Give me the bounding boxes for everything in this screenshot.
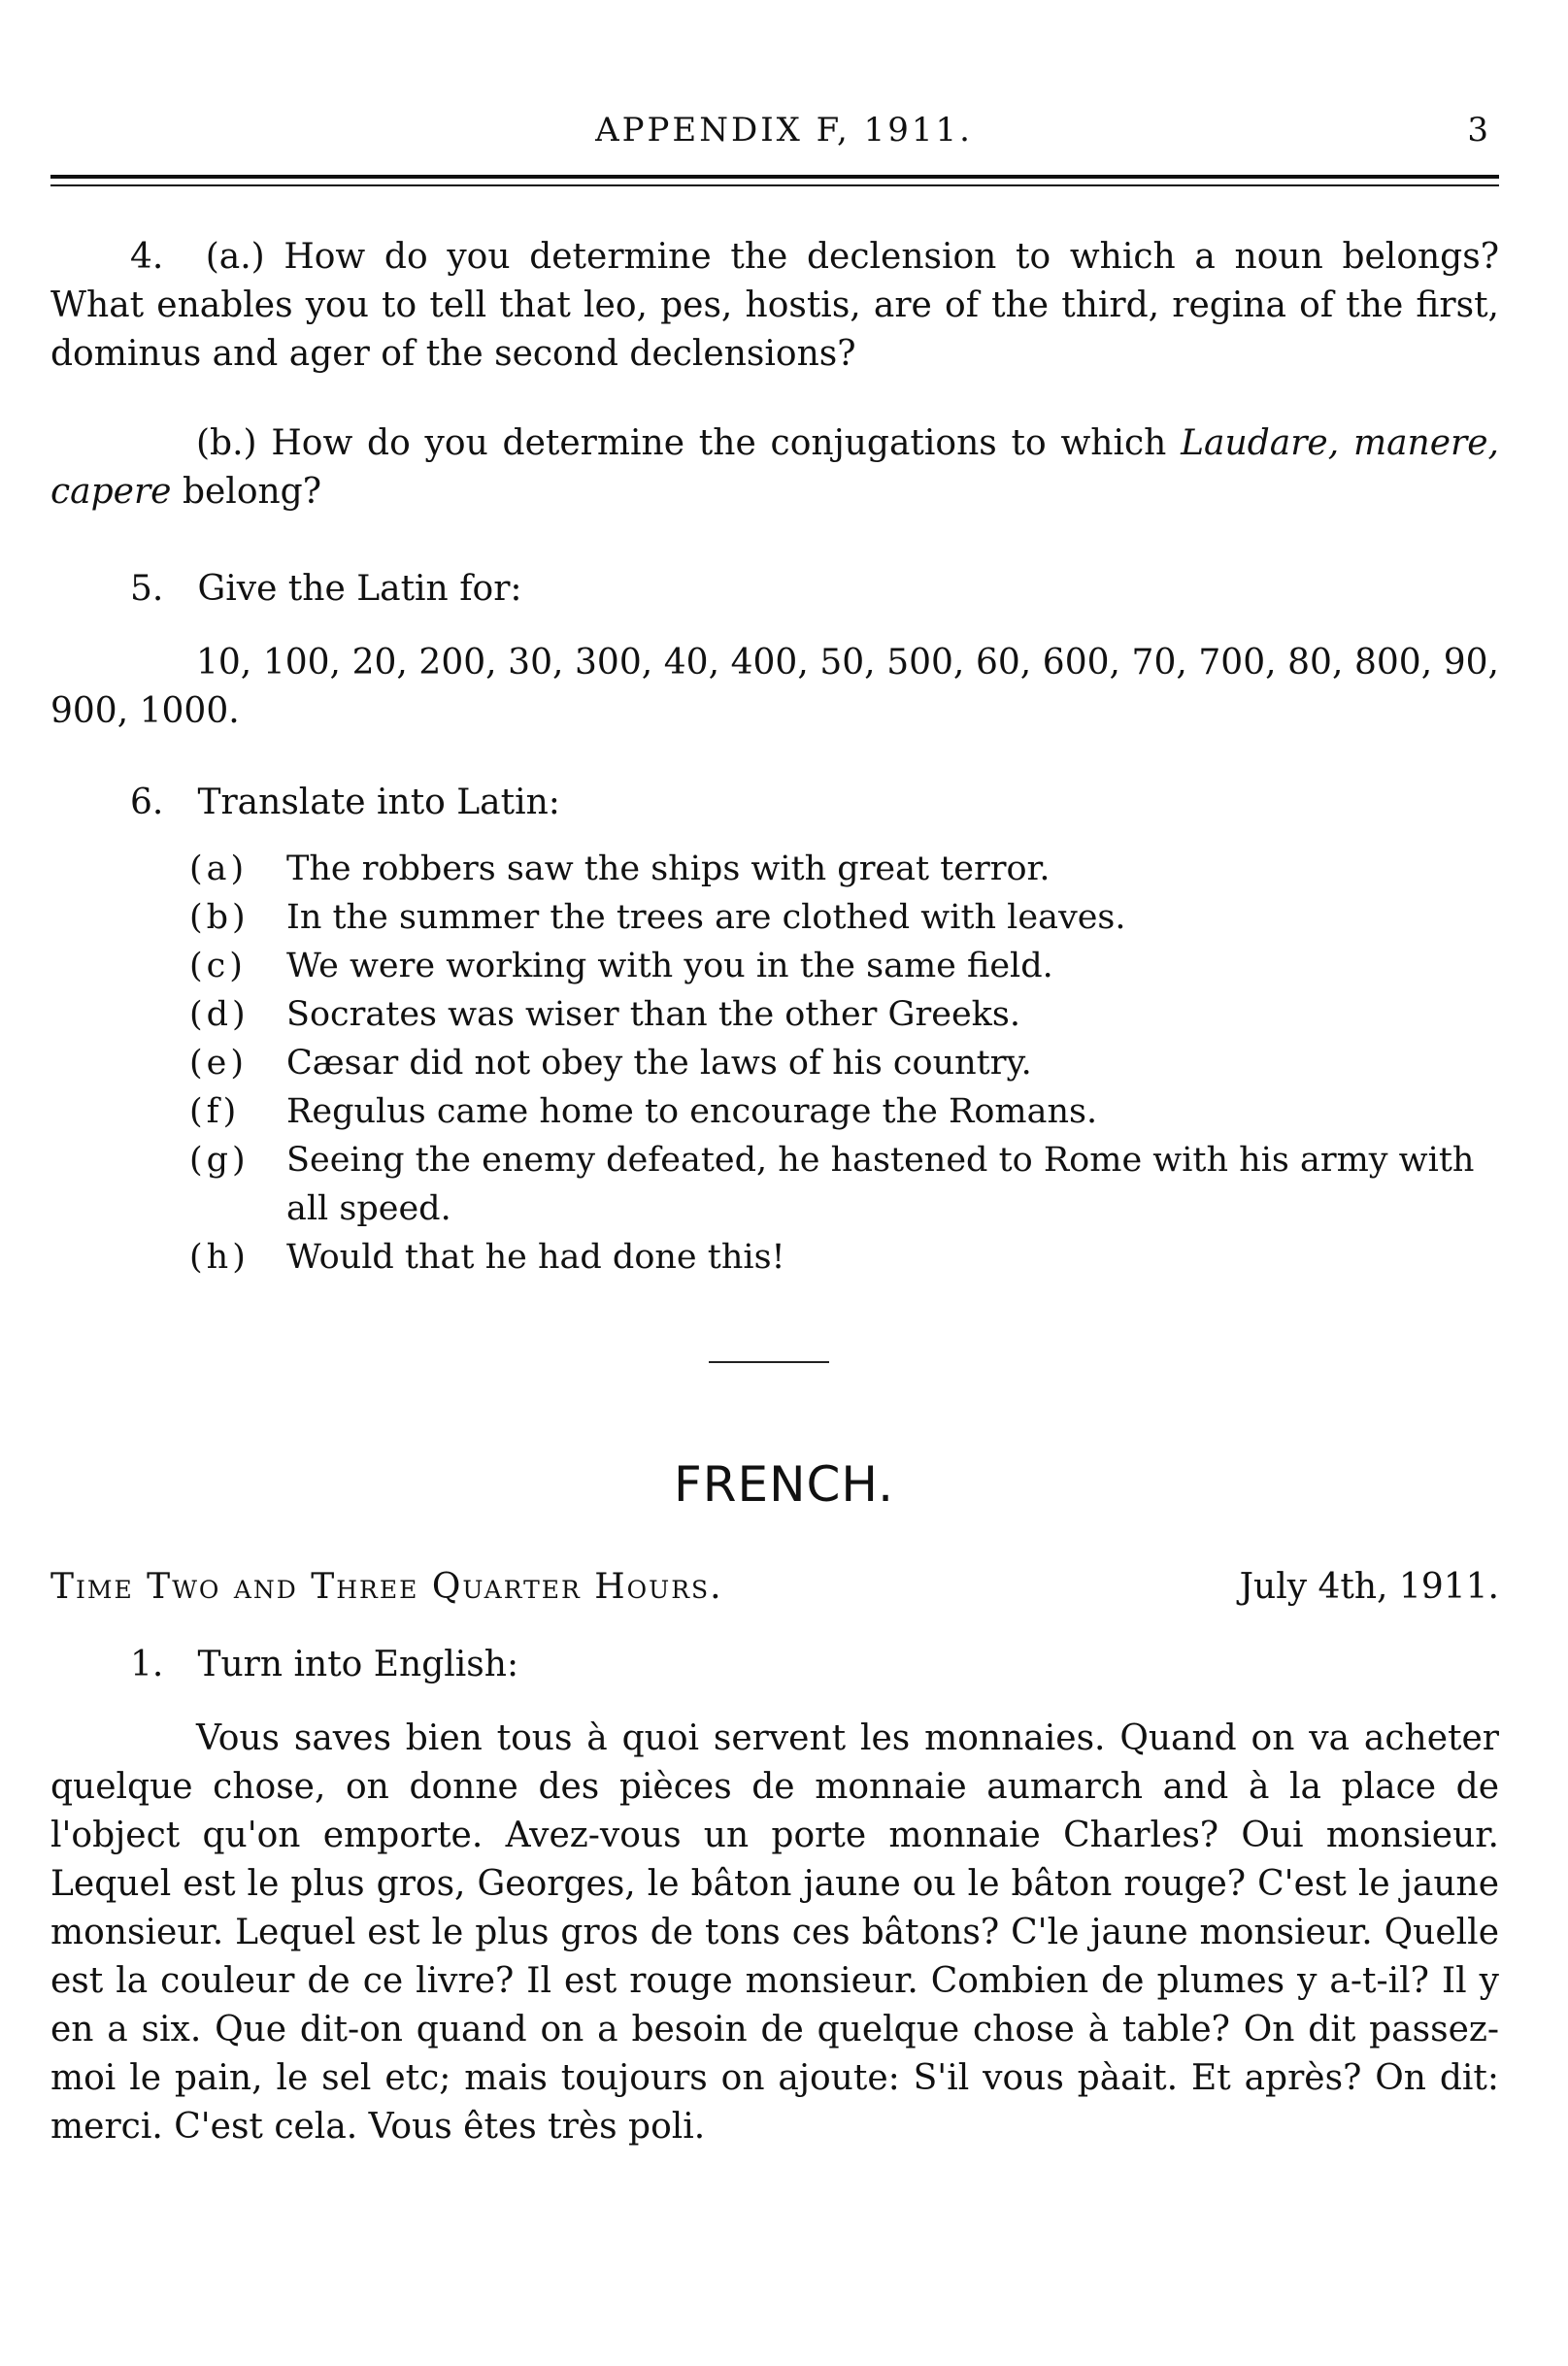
item-text: Socrates was wiser than the other Greeks. <box>286 995 1020 1034</box>
list-item <box>189 1136 1500 1233</box>
french-question-1 <box>50 1641 1499 1689</box>
question-4b-verbs: Laudare, manere, capere <box>50 423 1499 512</box>
item-letter: (c) <box>189 947 247 985</box>
section-divider <box>709 1361 829 1363</box>
running-header <box>0 109 1568 157</box>
item-text: We were working with you in the same field. <box>286 947 1053 985</box>
list-item <box>189 1039 1500 1087</box>
page-number: 3 <box>1467 111 1488 150</box>
item-letter: (g) <box>189 1141 250 1180</box>
question-5 <box>50 565 1499 614</box>
question-5-prompt: Give the Latin for: <box>197 569 522 609</box>
list-item <box>189 893 1500 942</box>
french-question-1-number: 1. <box>130 1645 164 1684</box>
question-4b-text: (b.) How do you determine the conjugations to which <box>196 423 1167 463</box>
translation-list <box>189 845 1500 1282</box>
item-text: Seeing the enemy defeated, he hastened to Rome with his army with all speed. <box>286 1141 1475 1228</box>
header-rule <box>50 175 1499 179</box>
french-passage: Vous saves bien tous à quoi servent les monnaies. Quand on va acheter quelque chose, on donne des pièces de monnaie aumarch and à la place de l'object qu'on emporte. Avez-vous un porte monnaie Charles? Oui monsieur. Lequel est le plus gros, Georges, le bâton jaune ou le bâton rouge? C'est le jaune monsieur. Lequel est le plus gros de tons ces bâtons? C'le jaune monsieur. Quelle est la couleur de ce livre? Il est rouge monsieur. Combien de plumes y a-t-il? Il y en a six. Que dit-on quand on a besoin de quelque chose à table? On dit passez-moi le pain, le sel etc; mais toujours on ajoute: S'il vous pàait. Et après? On dit: merci. C'est cela. Vous êtes très poli. <box>50 1718 1499 2147</box>
list-item <box>189 1087 1500 1136</box>
question-6-number: 6. <box>130 783 164 822</box>
question-5-number: 5. <box>130 569 164 609</box>
item-text: Regulus came home to encourage the Romans. <box>286 1092 1098 1131</box>
question-4a-text: (a.) How do you determine the declension to which a noun belongs? What enables you to tell that leo, pes, hostis, are of the third, regina of the first, dominus and ager of the second declensions? <box>50 237 1499 374</box>
list-item <box>189 990 1500 1039</box>
section-title: FRENCH. <box>673 1456 895 1513</box>
question-5-numbers: 10, 100, 20, 200, 30, 300, 40, 400, 50, 500, 60, 600, 70, 700, 80, 800, 90, 900, 1000. <box>50 643 1499 731</box>
question-6 <box>50 779 1499 827</box>
time-allowed-line <box>50 1567 1499 1607</box>
header-rule-thin <box>50 184 1499 186</box>
item-text: Would that he had done this! <box>286 1238 785 1277</box>
item-letter: (b) <box>189 898 250 937</box>
exam-date: July 4th, 1911. <box>1239 1567 1499 1607</box>
time-allowed: Time Two and Three Quarter Hours. <box>50 1567 723 1607</box>
question-6-prompt: Translate into Latin: <box>197 783 560 822</box>
item-letter: (f) <box>189 1092 241 1131</box>
item-letter: (d) <box>189 995 250 1034</box>
item-text: The robbers saw the ships with great terror. <box>286 850 1051 888</box>
question-4a <box>50 233 1499 379</box>
list-item <box>189 1233 1500 1282</box>
item-text: Cæsar did not obey the laws of his country. <box>286 1044 1032 1083</box>
list-item <box>189 942 1500 990</box>
item-letter: (h) <box>189 1238 250 1277</box>
question-4-number: 4. <box>130 237 164 277</box>
list-item <box>189 845 1500 893</box>
question-4b <box>50 419 1499 517</box>
running-title: APPENDIX F, 1911. <box>595 111 973 150</box>
question-4b-suffix: belong? <box>182 472 322 512</box>
item-text: In the summer the trees are clothed with leaves. <box>286 898 1126 937</box>
french-question-1-prompt: Turn into English: <box>197 1645 519 1684</box>
item-letter: (e) <box>189 1044 249 1083</box>
item-letter: (a) <box>189 850 249 888</box>
